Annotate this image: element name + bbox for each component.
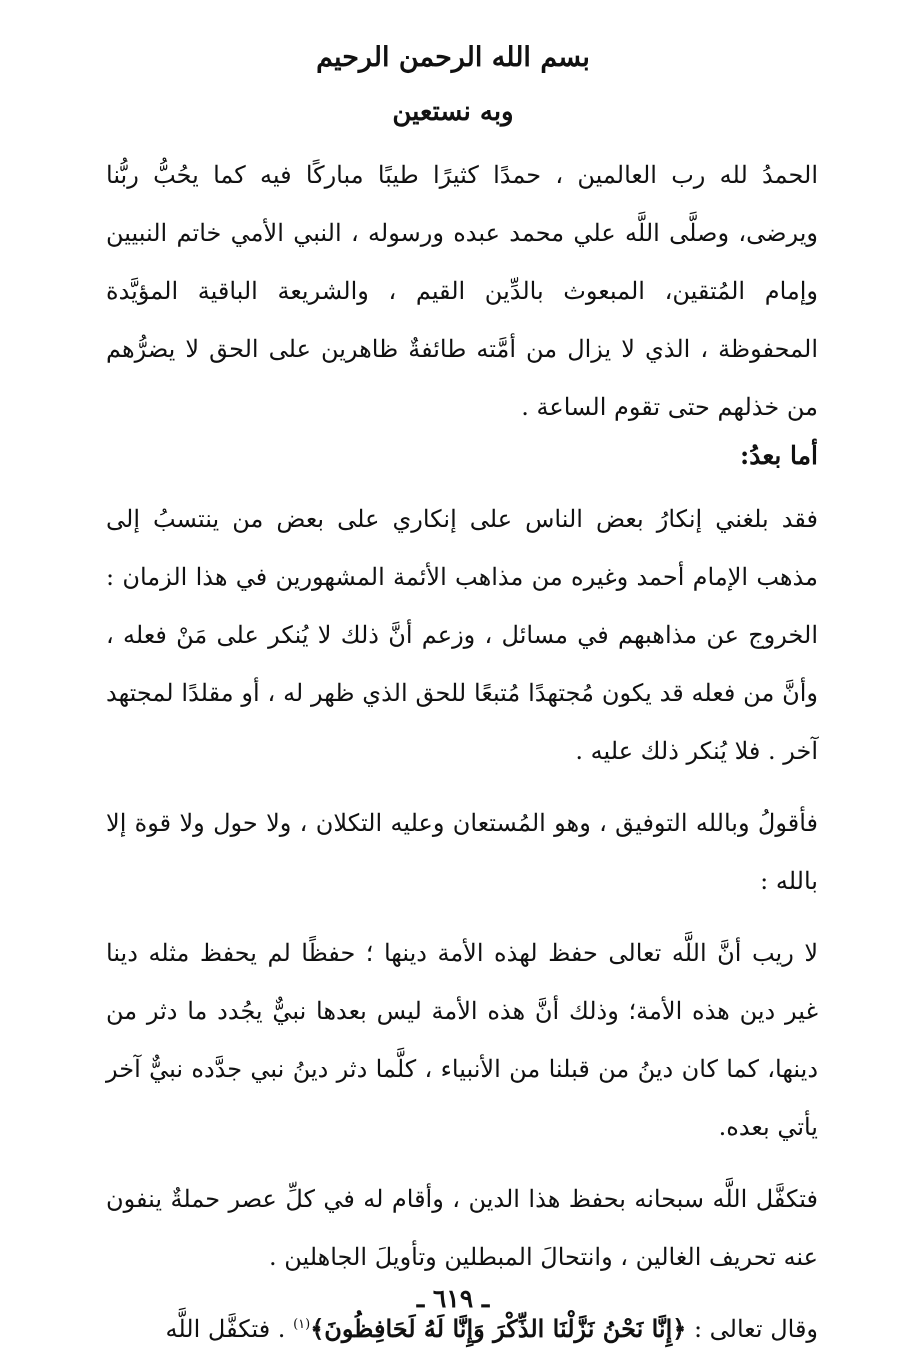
paragraph-1: فقد بلغني إنكارُ بعض الناس على إنكاري على بعض من ينتسبُ إلى مذهب الإمام أحمد وغيره من مذاهب الأئمة المشهورين في هذا الزمان : الخروج عن مذاهبهم في مسائل ، وزعم أنَّ ذلك لا يُنكر على مَنْ فعله ، وأنَّ من فعله قد يكون مُجتهدًا مُتبعًا للحق الذي ظهر له ، أو مقلدًا لمجتهد آخر . فلا يُنكر ذلك عليه . [106,505,819,765]
paragraph-2: فأقولُ وبالله التوفيق ، وهو المُستعان وعليه التكلان ، ولا حول ولا قوة إلا بالله : [106,809,818,895]
body-text [106,146,818,1358]
paragraph-4: فتكفَّل اللَّه سبحانه بحفظ هذا الدين ، وأقام له في كلِّ عصر حملةٌ ينفون عنه تحريف الغالين ، وانتحالَ المبطلين وتأويلَ الجاهلين . [106,1185,818,1271]
paragraph-5-continuation: . فتكفَّل اللَّه [165,1315,294,1343]
intro-paragraph: الحمدُ لله رب العالمين ، حمدًا كثيرًا طيبًا مباركًا فيه كما يحُبُّ ربُّنا ويرضى، وصلَّى اللَّه علي محمد عبده ورسوله ، النبي الأمي خاتم النبيين وإمام المُتقين، المبعوث بالدِّين القيم ، والشريعة الباقية المؤيَّدة المحفوظة ، الذي لا يزال من أمَّته طائفةٌ ظاهرين على الحق لا يضرُّهم من خذلهم حتى تقوم الساعة . [106,161,818,421]
paragraph-3: لا ريب أنَّ اللَّه تعالى حفظ لهذه الأمة دينها ؛ حفظًا لم يحفظ مثله دينا غير دين هذه الأمة؛ وذلك أنَّ هذه الأمة ليس بعدها نبيٌّ يجُدد ما دثر من دينها، كما كان دينُ من قبلنا من الأنبياء ، كلَّما دثر دينُ نبي جدَّده نبيٌّ آخر يأتي بعده. [106,939,819,1141]
basmala-heading: بسم الله الرحمن الرحيم [316,42,590,73]
page-number: ـ ٦١٩ ـ [416,1284,490,1313]
paragraph-5-intro: وقال تعالى : [686,1315,818,1343]
quran-verse: ﴿إِنَّا نَحْنُ نَزَّلْنَا الذِّكْرَ وَإِنَّا لَهُ لَحَافِظُونَ﴾ [310,1314,687,1343]
subheading: وبه نستعين [392,97,514,127]
section-heading: أما بعدُ: [739,441,818,470]
footnote-reference[interactable]: (١) [293,1317,311,1332]
